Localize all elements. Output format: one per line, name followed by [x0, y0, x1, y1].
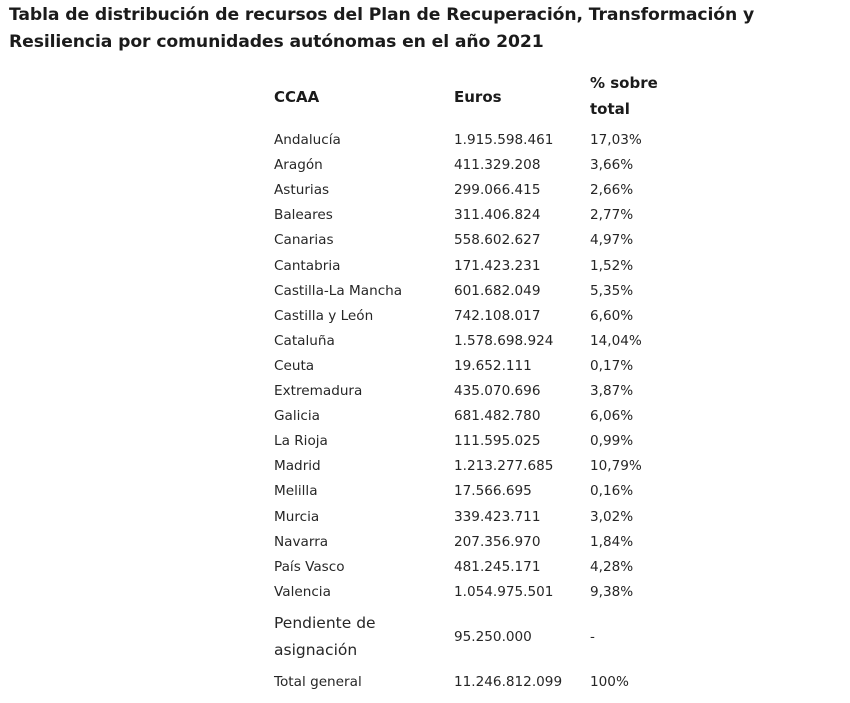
cell-percent: 0,99% — [590, 433, 634, 450]
cell-percent: 0,16% — [590, 483, 634, 500]
total-percent: 100% — [590, 674, 629, 690]
cell-euros: 1.915.598.461 — [454, 132, 554, 148]
table-row — [274, 354, 694, 379]
cell-ccaa: Castilla y León — [274, 307, 374, 324]
cell-ccaa: Andalucía — [274, 132, 341, 148]
table-row — [274, 178, 694, 203]
cell-ccaa: Asturias — [274, 182, 330, 199]
table-row — [274, 580, 694, 605]
cell-euros: 207.356.970 — [454, 533, 541, 550]
column-header-euros: Euros — [454, 88, 502, 106]
cell-percent: 4,97% — [590, 232, 634, 249]
cell-ccaa: Navarra — [274, 533, 329, 550]
cell-ccaa: Extremadura — [274, 383, 363, 399]
table-row — [274, 429, 694, 454]
cell-percent: 0,17% — [590, 357, 634, 374]
cell-percent: 14,04% — [590, 332, 642, 349]
pending-label: Pendiente de asignación — [274, 614, 376, 659]
table-row — [274, 479, 694, 504]
cell-percent: 10,79% — [590, 458, 642, 475]
distribution-table — [274, 0, 694, 703]
cell-percent: 2,77% — [590, 207, 634, 224]
cell-euros: 1.054.975.501 — [454, 583, 554, 600]
cell-ccaa: Valencia — [274, 583, 331, 600]
table-row — [274, 304, 694, 329]
cell-percent: 4,28% — [590, 558, 634, 575]
cell-percent: 3,87% — [590, 383, 634, 399]
table-row — [274, 128, 694, 153]
cell-ccaa: Cataluña — [274, 332, 335, 349]
table-row — [274, 379, 694, 404]
cell-ccaa: Cantabria — [274, 257, 341, 274]
cell-euros: 681.482.780 — [454, 408, 541, 425]
cell-euros: 17.566.695 — [454, 483, 532, 500]
cell-ccaa: Melilla — [274, 483, 318, 500]
cell-euros: 111.595.025 — [454, 433, 541, 450]
cell-percent: 17,03% — [590, 132, 642, 148]
table-row — [274, 228, 694, 253]
total-euros: 11.246.812.099 — [454, 674, 563, 690]
cell-ccaa: Madrid — [274, 458, 321, 475]
table-row — [274, 505, 694, 530]
cell-percent: 9,38% — [590, 583, 634, 600]
cell-ccaa: Aragón — [274, 157, 323, 174]
table-row — [274, 530, 694, 555]
cell-euros: 171.423.231 — [454, 257, 541, 274]
column-header-percent: % sobre total — [590, 74, 658, 118]
cell-euros: 481.245.171 — [454, 558, 541, 575]
cell-percent: 2,66% — [590, 182, 634, 199]
cell-ccaa: La Rioja — [274, 433, 328, 450]
table-row — [274, 329, 694, 354]
table-row — [274, 555, 694, 580]
cell-euros: 339.423.711 — [454, 508, 541, 525]
total-label: Total general — [274, 674, 362, 690]
page-title: Tabla de distribución de recursos del Plan de Recuperación, Transformación y Resiliencia por comunidades autónomas en el año 2021 — [9, 5, 755, 52]
cell-percent: 1,84% — [590, 533, 634, 550]
cell-percent: 3,02% — [590, 508, 634, 525]
cell-ccaa: Ceuta — [274, 357, 315, 374]
cell-euros: 435.070.696 — [454, 383, 541, 399]
cell-ccaa: Castilla-La Mancha — [274, 282, 403, 299]
table-row — [274, 454, 694, 479]
pending-euros: 95.250.000 — [454, 629, 532, 645]
cell-percent: 6,06% — [590, 408, 634, 425]
table-row-pending — [274, 610, 694, 664]
table-row — [274, 404, 694, 429]
cell-ccaa: Baleares — [274, 207, 333, 224]
cell-ccaa: Galicia — [274, 408, 320, 425]
cell-percent: 1,52% — [590, 257, 634, 274]
cell-percent: 5,35% — [590, 282, 634, 299]
cell-euros: 299.066.415 — [454, 182, 541, 199]
table-row — [274, 254, 694, 279]
table-row — [274, 153, 694, 178]
cell-euros: 601.682.049 — [454, 282, 541, 299]
cell-ccaa: País Vasco — [274, 558, 345, 575]
cell-percent: 3,66% — [590, 157, 634, 174]
cell-euros: 411.329.208 — [454, 157, 541, 174]
cell-euros: 742.108.017 — [454, 307, 541, 324]
cell-percent: 6,60% — [590, 307, 634, 324]
cell-ccaa: Murcia — [274, 508, 320, 525]
cell-euros: 19.652.111 — [454, 357, 532, 374]
cell-euros: 558.602.627 — [454, 232, 541, 249]
cell-euros: 1.213.277.685 — [454, 458, 554, 475]
pending-percent: - — [590, 629, 595, 645]
table-row — [274, 203, 694, 228]
cell-euros: 311.406.824 — [454, 207, 541, 224]
column-header-ccaa: CCAA — [274, 88, 320, 106]
table-row-total — [274, 670, 694, 695]
cell-euros: 1.578.698.924 — [454, 332, 554, 349]
table-row — [274, 279, 694, 304]
cell-ccaa: Canarias — [274, 232, 334, 249]
